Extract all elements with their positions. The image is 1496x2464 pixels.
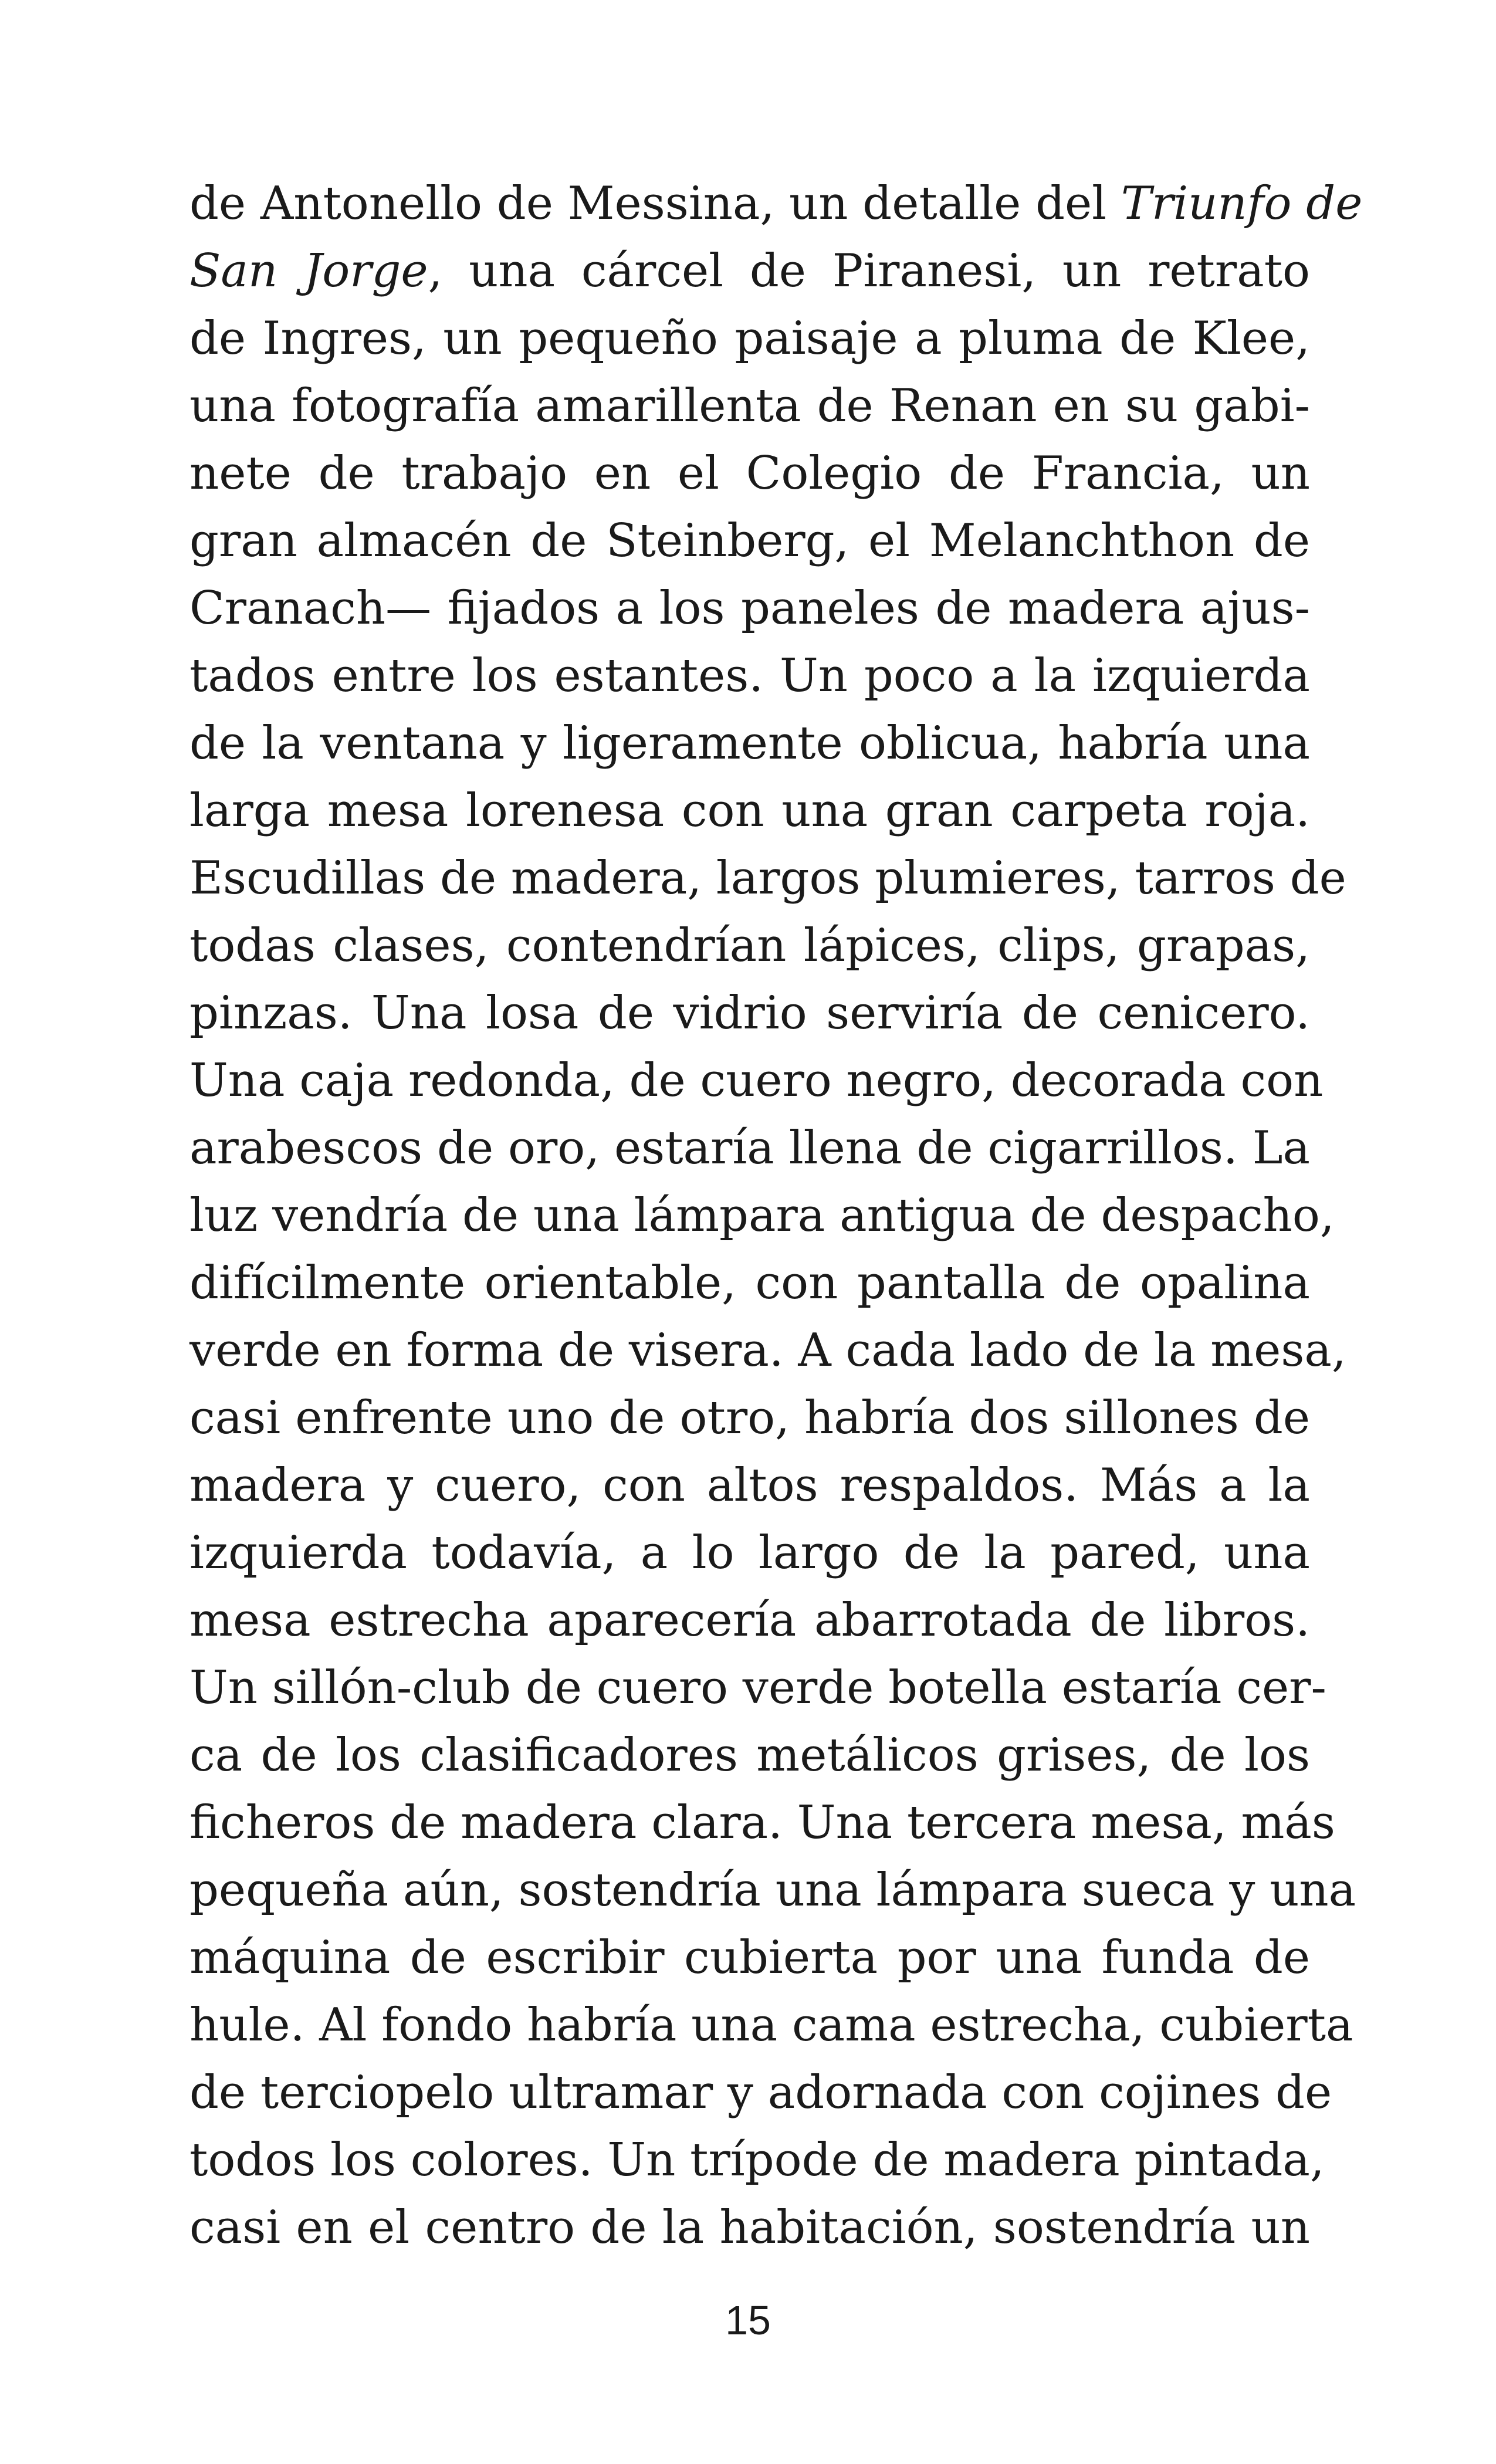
- text-line: máquina de escribir cubierta por una funda de: [189, 1931, 1310, 1984]
- text-line: una fotografía amarillenta de Renan en su gabi-: [189, 380, 1310, 432]
- text-line: Una caja redonda, de cuero negro, decorada con: [189, 1054, 1324, 1107]
- text-line: pinzas. Una losa de vidrio serviría de cenicero.: [189, 987, 1310, 1040]
- text-line: nete de trabajo en el Colegio de Francia, un: [189, 447, 1310, 500]
- text-line: todos los colores. Un trípode de madera pintada,: [189, 2134, 1325, 2187]
- text-line: difícilmente orientable, con pantalla de opalina: [189, 1257, 1310, 1309]
- text-line: ca de los clasificadores metálicos grises, de los: [189, 1729, 1310, 1782]
- text-line: Escudillas de madera, largos plumieres, tarros de: [189, 852, 1346, 905]
- text-line: luz vendría de una lámpara antigua de despacho,: [189, 1189, 1335, 1242]
- text-line: Un sillón-club de cuero verde botella estaría cer-: [189, 1661, 1326, 1714]
- text-line: de Antonello de Messina, un detalle del Triunfo de: [189, 177, 1363, 230]
- text-line: mesa estrecha aparecería abarrotada de libros.: [189, 1594, 1310, 1647]
- text-line: San Jorge, una cárcel de Piranesi, un retrato: [189, 245, 1310, 297]
- text-line: Cranach— fijados a los paneles de madera ajus-: [189, 582, 1310, 635]
- text-line: casi en el centro de la habitación, sostendría un: [189, 2201, 1310, 2254]
- text-line: tados entre los estantes. Un poco a la izquierda: [189, 649, 1310, 702]
- page-number: 15: [725, 2297, 771, 2343]
- text-line: izquierda todavía, a lo largo de la pared, una: [189, 1527, 1310, 1579]
- text-line: pequeña aún, sostendría una lámpara sueca y una: [189, 1864, 1356, 1917]
- text-line: arabescos de oro, estaría llena de cigarrillos. La: [189, 1122, 1310, 1175]
- text-line: hule. Al fondo habría una cama estrecha, cubierta: [189, 1999, 1353, 2052]
- text-line: de Ingres, un pequeño paisaje a pluma de Klee,: [189, 312, 1310, 365]
- text-line: casi enfrente uno de otro, habría dos sillones de: [189, 1392, 1310, 1444]
- text-line: gran almacén de Steinberg, el Melanchthon de: [189, 515, 1310, 567]
- text-line: de la ventana y ligeramente oblicua, habría una: [189, 717, 1310, 770]
- text-line: de terciopelo ultramar y adornada con cojines de: [189, 2066, 1332, 2119]
- text-line: todas clases, contendrían lápices, clips, grapas,: [189, 919, 1310, 972]
- body-text: [189, 170, 1363, 2262]
- text-line: madera y cuero, con altos respaldos. Más a la: [189, 1459, 1310, 1512]
- text-line: larga mesa lorenesa con una gran carpeta roja.: [189, 784, 1310, 837]
- text-line: verde en forma de visera. A cada lado de la mesa,: [189, 1324, 1346, 1377]
- text-line: ficheros de madera clara. Una tercera mesa, más: [189, 1796, 1335, 1849]
